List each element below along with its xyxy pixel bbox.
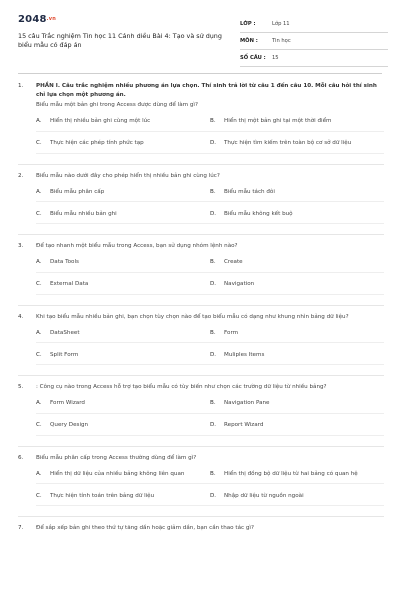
option-text: Biểu mẫu tách đôi — [224, 188, 275, 195]
option-d[interactable] — [210, 349, 384, 365]
option-text: Split Form — [50, 351, 79, 358]
question-4 — [18, 313, 384, 366]
question-text: Để tạo nhanh một biểu mẫu trong Access, bạn sử dụng nhóm lệnh nào? — [36, 243, 238, 249]
option-text: Thực hiện các phép tính phức tạp — [50, 140, 144, 147]
option-text: Form — [224, 329, 239, 336]
option-c[interactable] — [36, 138, 210, 154]
question-number: 3. — [18, 243, 24, 249]
question-text: Biểu mẫu phân cấp trong Access thường dùng để làm gì? — [36, 454, 197, 461]
option-text: Hiển thị một bản ghi tại một thời điểm — [224, 118, 332, 125]
logo-suffix: .vn — [46, 16, 56, 22]
question-number: 6. — [18, 454, 24, 461]
site-logo[interactable] — [18, 14, 56, 25]
option-a[interactable] — [36, 327, 210, 343]
question-text: Khi tạo biểu mẫu nhiều bản ghi, bạn chọn tùy chọn nào để tạo biểu mẫu có dạng như khung nhìn bảng dữ liệu? — [36, 313, 349, 320]
meta-label: MÔN : — [240, 38, 258, 44]
option-b[interactable] — [210, 327, 384, 343]
option-b[interactable] — [210, 468, 384, 484]
option-letter: D. — [210, 422, 217, 429]
option-c[interactable] — [36, 349, 210, 365]
question-text: : Công cụ nào trong Access hỗ trợ tạo biểu mẫu có tùy biến như chọn các trường dữ liệu từ nhiều bảng? — [36, 384, 327, 390]
option-b[interactable] — [210, 116, 384, 132]
option-letter: B. — [210, 118, 216, 125]
option-letter: D. — [210, 281, 217, 288]
question-list — [18, 82, 384, 543]
question-7 — [18, 524, 384, 533]
question-2 — [18, 172, 384, 225]
option-letter: B. — [210, 470, 216, 477]
option-text: Navigation Pane — [224, 400, 270, 407]
option-c[interactable] — [36, 420, 210, 436]
option-d[interactable] — [210, 490, 384, 506]
option-d[interactable] — [210, 420, 384, 436]
option-text: Form Wizard — [50, 400, 85, 407]
option-letter: D. — [210, 351, 217, 358]
option-d[interactable] — [210, 279, 384, 295]
option-text: Hiển thị nhiều bản ghi cùng một lúc — [50, 118, 151, 125]
option-text: Nhập dữ liệu từ nguồn ngoài — [224, 492, 304, 499]
option-a[interactable] — [36, 257, 210, 273]
option-letter: B. — [210, 400, 216, 407]
option-b[interactable] — [210, 398, 384, 414]
option-a[interactable] — [36, 116, 210, 132]
meta-row-class — [240, 16, 388, 33]
option-letter: C. — [36, 210, 42, 217]
meta-value: 15 — [272, 55, 279, 61]
option-letter: A. — [36, 118, 42, 125]
option-text: Muliples Items — [224, 351, 265, 358]
option-letter: D. — [210, 210, 217, 217]
option-text: Hiển thị dữ liệu của nhiều bảng không liên quan — [50, 470, 185, 477]
page-header — [18, 14, 388, 66]
question-divider — [18, 164, 384, 165]
meta-row-subject — [240, 33, 388, 50]
question-1 — [18, 82, 384, 154]
option-letter: C. — [36, 492, 42, 499]
option-c[interactable] — [36, 490, 210, 506]
option-letter: B. — [210, 259, 216, 266]
option-d[interactable] — [210, 208, 384, 224]
option-letter: B. — [210, 329, 216, 336]
question-3 — [18, 242, 384, 295]
option-letter: C. — [36, 281, 42, 288]
question-text: Biểu mẫu nào dưới đây cho phép hiển thị nhiều bản ghi cùng lúc? — [36, 172, 220, 179]
question-number: 2. — [18, 172, 24, 179]
option-a[interactable] — [36, 398, 210, 414]
meta-value: Tin học — [272, 38, 291, 44]
option-text: Data Tools — [50, 259, 79, 266]
option-a[interactable] — [36, 468, 210, 484]
option-letter: D. — [210, 492, 217, 499]
question-divider — [18, 234, 384, 235]
option-text: DataSheet — [50, 329, 80, 336]
question-divider — [18, 375, 384, 376]
question-number: 5. — [18, 384, 24, 390]
header-divider — [18, 73, 382, 74]
option-text: Navigation — [224, 281, 255, 288]
question-text: Để sắp xếp bản ghi theo thứ tự tăng dần hoặc giảm dần, bạn cần thao tác gì? — [36, 525, 254, 531]
option-text: Query Design — [50, 422, 89, 429]
meta-value: Lớp 11 — [272, 21, 290, 27]
option-text: Hiển thị đồng bộ dữ liệu từ hai bảng có quan hệ — [224, 470, 358, 477]
option-letter: B. — [210, 188, 216, 195]
question-divider — [18, 516, 384, 517]
option-d[interactable] — [210, 138, 384, 154]
option-letter: D. — [210, 140, 217, 147]
meta-table — [240, 16, 388, 67]
option-text: Thực hiện tính toán trên bảng dữ liệu — [50, 492, 155, 499]
option-text: External Data — [50, 281, 89, 288]
option-letter: A. — [36, 329, 42, 336]
option-text: Biểu mẫu nhiều bản ghi — [50, 210, 117, 217]
question-number: 4. — [18, 313, 24, 320]
meta-label: SỐ CÂU : — [240, 55, 266, 61]
question-6 — [18, 454, 384, 507]
meta-row-count — [240, 50, 388, 67]
option-letter: A. — [36, 470, 42, 477]
option-text: Biểu mẫu không kết buộ — [224, 210, 293, 217]
question-number: 7. — [18, 525, 24, 531]
option-a[interactable] — [36, 186, 210, 202]
document-title: 15 câu Trắc nghiệm Tin học 11 Cánh diều Bài 4: Tạo và sử dụng biểu mẫu có đáp án — [18, 32, 222, 49]
meta-label: LỚP : — [240, 21, 256, 27]
question-5 — [18, 383, 384, 436]
option-b[interactable] — [210, 257, 384, 273]
option-b[interactable] — [210, 186, 384, 202]
option-text: Create — [224, 259, 243, 266]
option-letter: C. — [36, 140, 42, 147]
option-letter: A. — [36, 259, 42, 266]
question-divider — [18, 446, 384, 447]
option-text: Thực hiện tìm kiếm trên toàn bộ cơ sở dữ liệu — [224, 140, 352, 147]
section-intro: PHẦN I. Câu trắc nghiệm nhiều phương án lựa chọn. Thí sinh trả lời từ câu 1 đến câu 10. Mỗi câu hỏi thí sinh chỉ lựa chọn một phương án. — [36, 83, 377, 98]
option-c[interactable] — [36, 279, 210, 295]
logo-text: 2048 — [18, 14, 47, 25]
question-divider — [18, 305, 384, 306]
option-text: Report Wizard — [224, 422, 264, 429]
option-c[interactable] — [36, 208, 210, 224]
option-text: Biểu mẫu phân cấp — [50, 188, 105, 195]
option-letter: C. — [36, 351, 42, 358]
question-text: Biểu mẫu một bản ghi trong Access được dùng để làm gì? — [36, 102, 198, 108]
option-letter: A. — [36, 188, 42, 195]
option-letter: C. — [36, 422, 42, 429]
question-number: 1. — [18, 83, 24, 89]
option-letter: A. — [36, 400, 42, 407]
